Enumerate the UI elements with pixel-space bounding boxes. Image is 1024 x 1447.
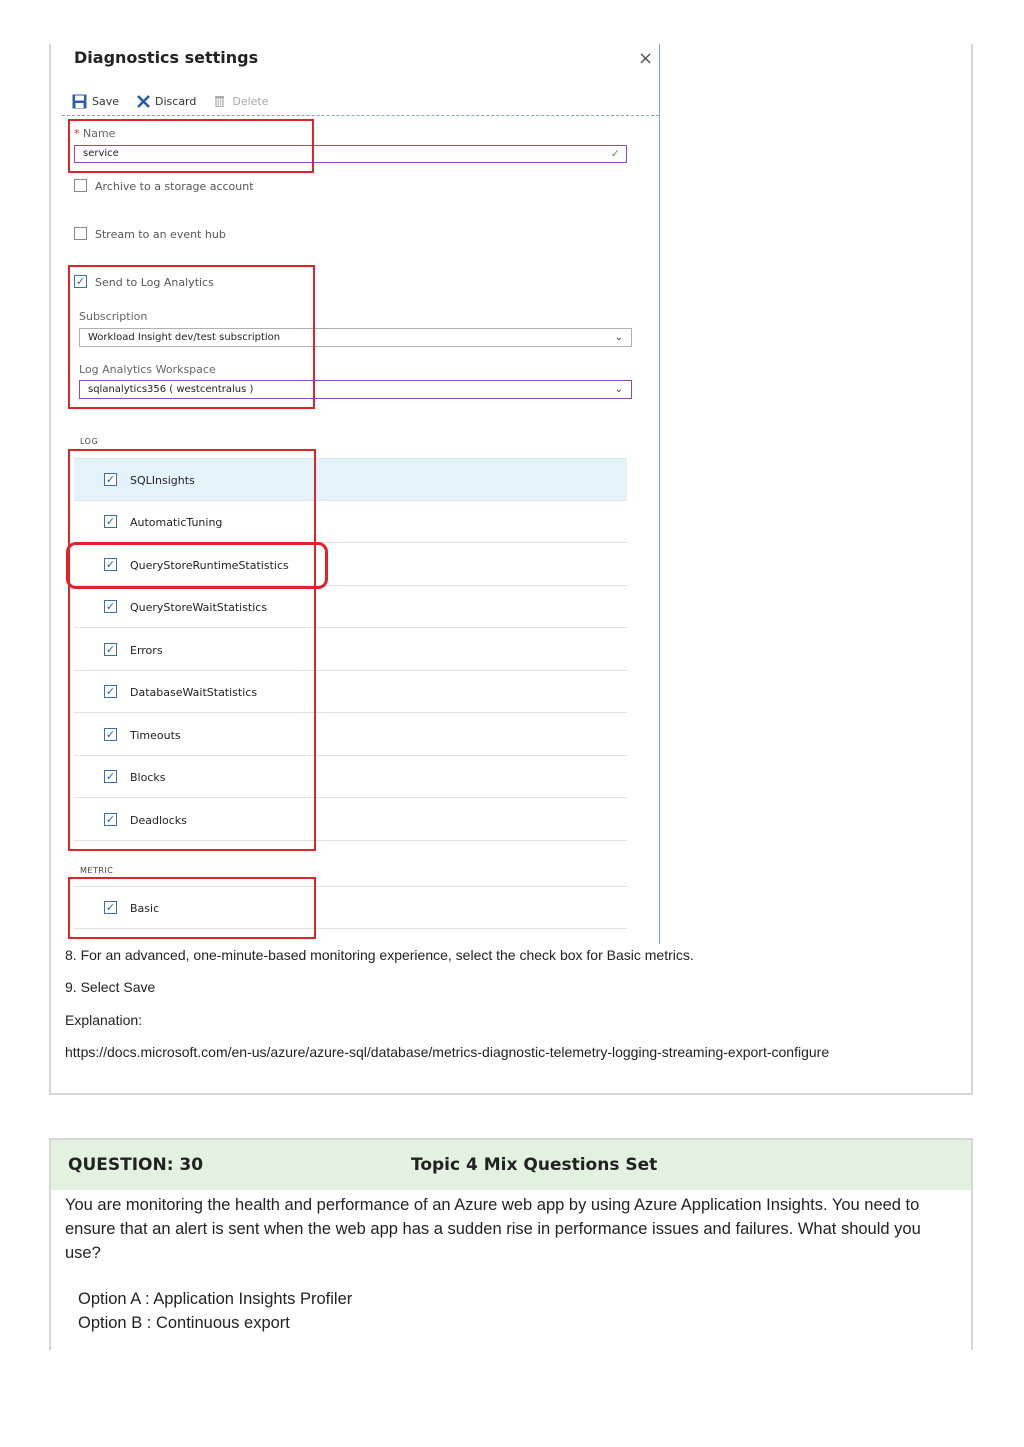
- save-icon: [72, 94, 87, 109]
- name-label: * Name: [74, 127, 116, 140]
- save-label: Save: [92, 94, 120, 108]
- panel-title: Diagnostics settings: [74, 48, 259, 67]
- log-checkbox[interactable]: ✓: [105, 473, 116, 486]
- log-checkbox[interactable]: ✓: [105, 558, 116, 571]
- explanation-label: Explanation:: [65, 1012, 143, 1028]
- log-row-label: Errors: [130, 644, 163, 657]
- stream-checkbox[interactable]: [74, 227, 87, 240]
- trash-icon: [214, 95, 225, 107]
- reference-link[interactable]: https://docs.microsoft.com/en-us/azure/azure-sql/database/metrics-diagnostic-telemetry-logging-streaming-export-configure: [65, 1044, 830, 1060]
- log-analytics-checkbox[interactable]: ✓: [75, 275, 86, 288]
- highlight-metric-basic: [68, 877, 316, 939]
- metric-section-label: METRIC: [80, 866, 114, 875]
- log-row-label: QueryStoreWaitStatistics: [130, 601, 268, 614]
- toolbar-divider: [62, 115, 659, 116]
- close-icon[interactable]: ×: [638, 48, 654, 69]
- log-checkbox[interactable]: ✓: [105, 770, 116, 783]
- step-9-text: 9. Select Save: [65, 979, 156, 995]
- log-checkbox[interactable]: ✓: [105, 685, 116, 698]
- valid-check-icon: ✓: [610, 147, 620, 160]
- question-topic: Topic 4 Mix Questions Set: [411, 1155, 658, 1175]
- log-row-label: Blocks: [130, 771, 166, 784]
- discard-icon: [137, 95, 150, 108]
- log-row-label: AutomaticTuning: [130, 516, 223, 529]
- required-asterisk: *: [74, 127, 83, 140]
- save-button[interactable]: [72, 94, 119, 109]
- name-value: service: [83, 148, 119, 159]
- option-b[interactable]: Option B : Continuous export: [78, 1314, 290, 1332]
- log-checkbox[interactable]: ✓: [105, 600, 116, 613]
- step-8-text: 8. For an advanced, one-minute-based monitoring experience, select the check box for Basic metrics.: [65, 947, 694, 963]
- discard-button[interactable]: [137, 95, 196, 108]
- toolbar: [72, 90, 287, 112]
- stream-label: Stream to an event hub: [95, 228, 226, 241]
- workspace-label: Log Analytics Workspace: [79, 363, 216, 376]
- diagnostics-settings-panel: [62, 44, 660, 944]
- log-checkbox[interactable]: ✓: [105, 643, 116, 656]
- log-row-label: Timeouts: [130, 729, 181, 742]
- delete-label: Delete: [232, 94, 269, 108]
- chevron-down-icon: ⌄: [614, 332, 623, 343]
- delete-button[interactable]: [214, 95, 268, 108]
- archive-label: Archive to a storage account: [95, 180, 254, 193]
- highlight-log-analytics: [68, 265, 315, 409]
- highlight-log-items: [68, 449, 316, 851]
- archive-checkbox[interactable]: [74, 179, 87, 192]
- log-analytics-label: Send to Log Analytics: [95, 276, 214, 289]
- chevron-down-icon: ⌄: [614, 384, 623, 395]
- option-a[interactable]: Option A : Application Insights Profiler: [78, 1290, 353, 1308]
- metric-checkbox[interactable]: ✓: [105, 901, 116, 914]
- subscription-label: Subscription: [79, 310, 148, 323]
- highlight-name: [68, 119, 314, 173]
- log-row-label: Deadlocks: [130, 814, 187, 827]
- log-row-label: QueryStoreRuntimeStatistics: [130, 559, 289, 572]
- subscription-value: Workload Insight dev/test subscription: [88, 332, 281, 343]
- question-text: You are monitoring the health and performance of an Azure web app by using Azure Application Insights. You need to ensure that an alert is sent when the web app has a sudden rise in performance issues and failures. What should you use?: [65, 1196, 921, 1262]
- log-section-label: LOG: [80, 437, 99, 446]
- highlight-querystore-runtime: [66, 542, 328, 589]
- discard-label: Discard: [155, 94, 197, 108]
- workspace-value: sqlanalytics356 ( westcentralus ): [88, 384, 254, 395]
- log-checkbox[interactable]: ✓: [105, 515, 116, 528]
- log-checkbox[interactable]: ✓: [105, 728, 116, 741]
- log-checkbox[interactable]: ✓: [105, 813, 116, 826]
- question-number: QUESTION: 30: [68, 1155, 204, 1175]
- log-row-label: DatabaseWaitStatistics: [130, 686, 258, 699]
- log-row-label: SQLInsights: [130, 474, 195, 487]
- metric-row-label: Basic: [130, 902, 160, 915]
